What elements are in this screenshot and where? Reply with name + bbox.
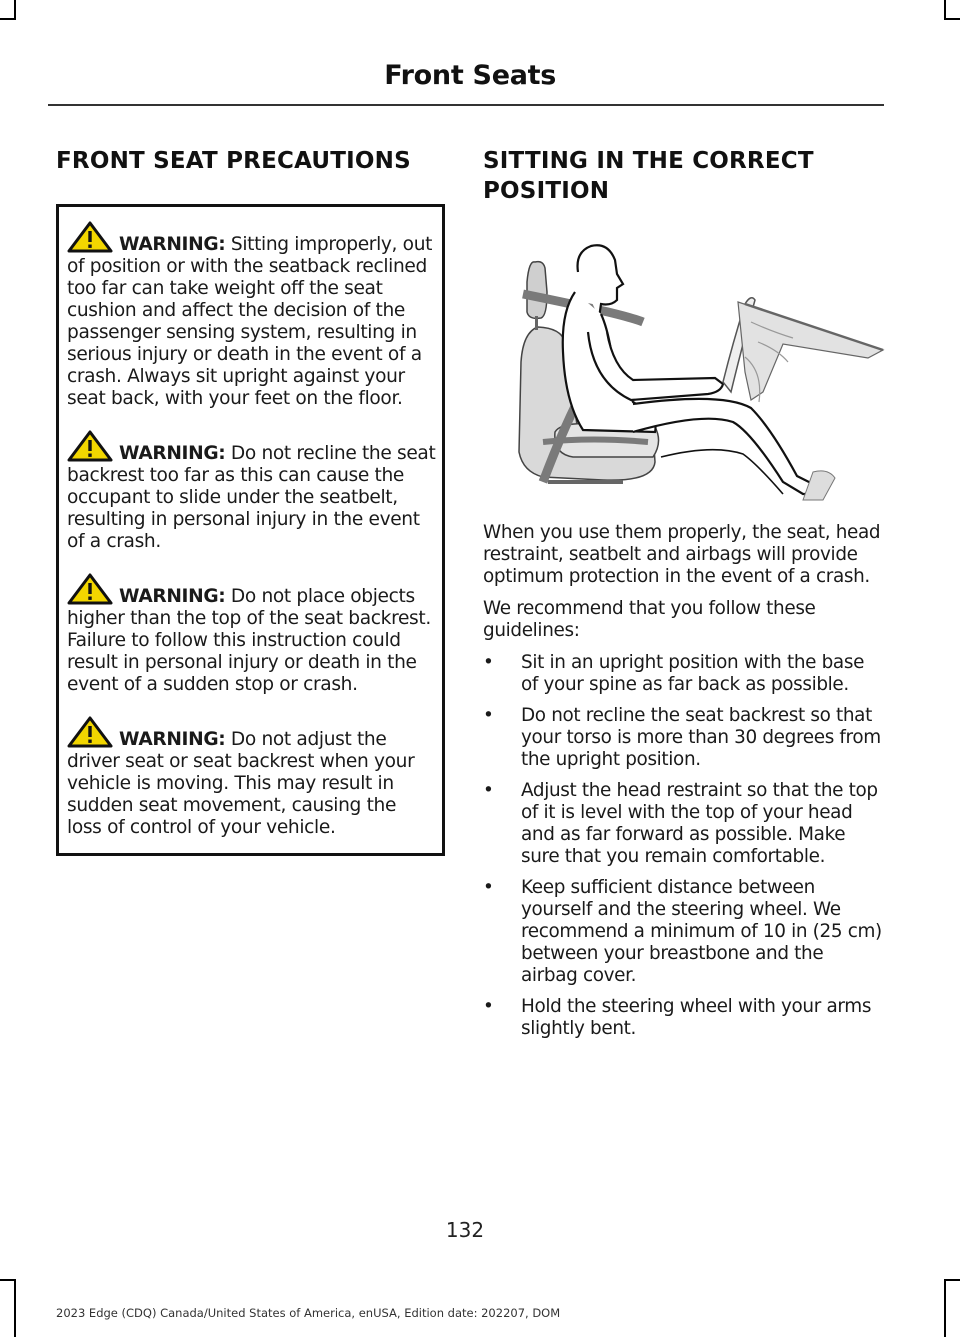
list-item (483, 780, 885, 868)
warning-label: WARNING: (119, 234, 226, 255)
crop-mark (0, 1279, 16, 1281)
warning-box (56, 204, 445, 856)
bullet: • (483, 705, 494, 726)
list-item (483, 705, 885, 771)
right-column (483, 146, 885, 1049)
warning-item (67, 430, 436, 553)
warning-triangle-icon (67, 716, 113, 748)
crop-mark (944, 18, 960, 20)
warning-triangle-icon (67, 221, 113, 253)
list-item-text: Do not recline the seat backrest so that your torso is more than 30 degrees from the upright position. (521, 705, 881, 770)
warning-text: Do not recline the seat backrest too far as this can cause the occupant to slide under the seatbelt, resulting in personal injury in the event of a crash. (67, 443, 436, 552)
section-heading-correct-position (483, 146, 885, 206)
crop-mark (944, 1279, 946, 1337)
crop-mark (14, 0, 16, 20)
warning-item (67, 716, 436, 839)
page-header-title: Front Seats (384, 60, 556, 91)
edition-footer: 2023 Edge (CDQ) Canada/United States of America, enUSA, Edition date: 202207, DOM (56, 1306, 561, 1320)
page-number: 132 (445, 1218, 485, 1242)
list-item-text: Hold the steering wheel with your arms slightly bent. (521, 996, 872, 1039)
warning-label: WARNING: (119, 443, 226, 464)
warning-label: WARNING: (119, 729, 226, 750)
warning-item (67, 573, 436, 696)
bullet: • (483, 877, 494, 898)
crop-mark (14, 1279, 16, 1337)
crop-mark (944, 0, 946, 20)
crop-mark (944, 1279, 960, 1281)
header-divider (48, 104, 884, 106)
list-item (483, 652, 885, 696)
heading-line: SITTING IN THE CORRECT (483, 148, 814, 174)
warning-item (67, 221, 436, 410)
list-item (483, 877, 885, 987)
bullet: • (483, 996, 494, 1017)
warning-text: Sitting improperly, out of position or with the seatback reclined too far can take weight off the seat cushion and affect the decision of the passenger sensing system, resulting in serious injury or death in the event of a crash. Always sit upright against your seat back, with your feet on the floor. (67, 234, 433, 409)
bullet: • (483, 780, 494, 801)
seated-driver-illustration-icon (483, 232, 885, 502)
crop-mark (0, 18, 16, 20)
warning-text: Do not adjust the driver seat or seat backrest when your vehicle is moving. This may result in sudden seat movement, causing the loss of control of your vehicle. (67, 729, 415, 838)
list-item-text: Keep sufficient distance between yourself and the steering wheel. We recommend a minimum of 10 in (25 cm) between your breastbone and the airbag cover. (521, 877, 882, 986)
seated-driver-illustration (483, 232, 885, 502)
guidelines-list (483, 652, 885, 1040)
intro-paragraph: When you use them properly, the seat, head restraint, seatbelt and airbags will provide optimum protection in the event of a crash. (483, 522, 881, 587)
warning-triangle-icon (67, 430, 113, 462)
left-column (56, 146, 444, 856)
list-item-text: Adjust the head restraint so that the top of it is level with the top of your head and as far forward as possible. Make sure that you remain comfortable. (521, 780, 878, 867)
recommend-paragraph: We recommend that you follow these guidelines: (483, 598, 816, 641)
list-item-text: Sit in an upright position with the base of your spine as far back as possible. (521, 652, 865, 695)
bullet: • (483, 652, 494, 673)
warning-label: WARNING: (119, 586, 226, 607)
warning-text: Do not place objects higher than the top of the seat backrest. Failure to follow this instruction could result in personal injury or death in the event of a sudden stop or crash. (67, 586, 431, 695)
list-item (483, 996, 885, 1040)
heading-line: POSITION (483, 178, 610, 204)
warning-triangle-icon (67, 573, 113, 605)
section-heading-precautions: FRONT SEAT PRECAUTIONS (56, 148, 411, 174)
